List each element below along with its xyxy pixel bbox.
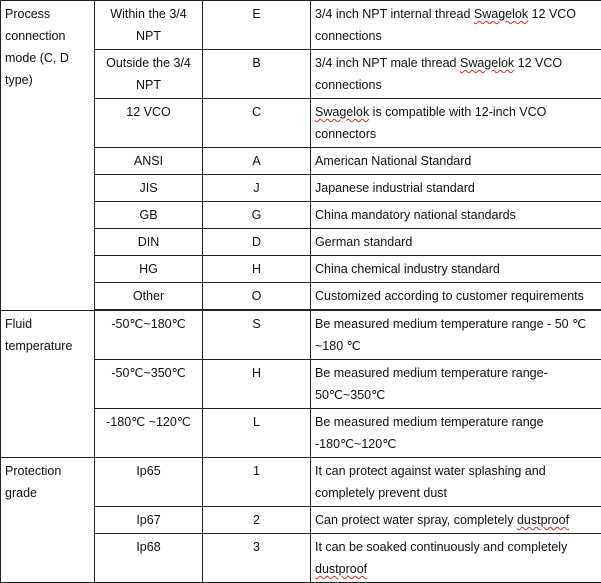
option-cell: JIS: [95, 175, 203, 202]
param-fluid-temperature: Fluid temperature: [1, 311, 95, 458]
param-protection-grade: Protection grade: [1, 458, 95, 583]
option-cell: -50℃~350℃: [95, 360, 203, 409]
description-cell: German standard: [311, 229, 601, 256]
option-cell: HG: [95, 256, 203, 283]
code-cell: B: [203, 50, 311, 99]
option-cell: Ip68: [95, 534, 203, 583]
option-cell: Outside the 3/4 NPT: [95, 50, 203, 99]
param-process-connection: Process connection mode (C, D type): [1, 1, 95, 311]
option-cell: -50℃~180℃: [95, 311, 203, 360]
description-cell: American National Standard: [311, 148, 601, 175]
code-cell: H: [203, 360, 311, 409]
description-cell: Swagelok is compatible with 12-inch VCO connectors: [311, 99, 601, 148]
option-cell: -180℃ ~120℃: [95, 409, 203, 458]
description-cell: Be measured medium temperature range - 50 ℃ ~180 ℃: [311, 311, 601, 360]
code-cell: A: [203, 148, 311, 175]
description-cell: Be measured medium temperature range-50℃~350℃: [311, 360, 601, 409]
description-cell: China mandatory national standards: [311, 202, 601, 229]
option-cell: Within the 3/4 NPT: [95, 1, 203, 50]
table-row: [1, 458, 601, 507]
description-cell: Customized according to customer requirements: [311, 283, 601, 310]
code-cell: 3: [203, 534, 311, 583]
description-cell: Be measured medium temperature range -180℃~120℃: [311, 409, 601, 458]
code-cell: 2: [203, 507, 311, 534]
code-cell: E: [203, 1, 311, 50]
code-cell: G: [203, 202, 311, 229]
code-cell: 1: [203, 458, 311, 507]
code-cell: J: [203, 175, 311, 202]
option-cell: DIN: [95, 229, 203, 256]
code-cell: O: [203, 283, 311, 310]
description-cell: 3/4 inch NPT male thread Swagelok 12 VCO connections: [311, 50, 601, 99]
description-cell: It can protect against water splashing and completely prevent dust: [311, 458, 601, 507]
description-cell: Can protect water spray, completely dustproof: [311, 507, 601, 534]
option-cell: ANSI: [95, 148, 203, 175]
option-cell: Ip65: [95, 458, 203, 507]
description-cell: Japanese industrial standard: [311, 175, 601, 202]
code-cell: D: [203, 229, 311, 256]
table-row: [1, 1, 601, 50]
table-row: [1, 311, 601, 360]
option-cell: 12 VCO: [95, 99, 203, 148]
option-cell: Ip67: [95, 507, 203, 534]
description-cell: It can be soaked continuously and completely dustproof: [311, 534, 601, 583]
code-cell: H: [203, 256, 311, 283]
code-cell: L: [203, 409, 311, 458]
description-cell: 3/4 inch NPT internal thread Swagelok 12 VCO connections: [311, 1, 601, 50]
code-cell: S: [203, 311, 311, 360]
description-cell: China chemical industry standard: [311, 256, 601, 283]
code-cell: C: [203, 99, 311, 148]
option-cell: Other: [95, 283, 203, 310]
option-cell: GB: [95, 202, 203, 229]
